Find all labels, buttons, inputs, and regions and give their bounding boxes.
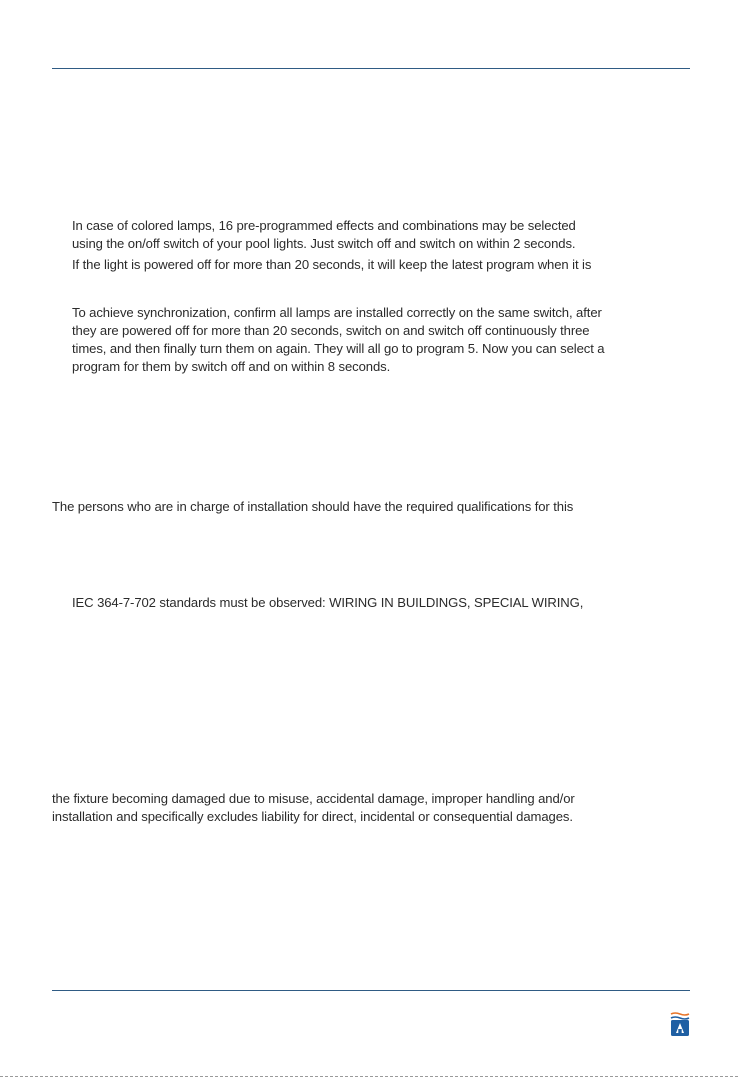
text-line: IEC 364-7-702 standards must be observed: WIRING IN BUILDINGS, SPECIAL WIRING, — [72, 595, 584, 610]
header-rule — [52, 68, 690, 69]
text-line: The persons who are in charge of installation should have the required qualifications for this — [52, 499, 574, 514]
page-edge — [0, 1076, 738, 1077]
text-line: To achieve synchronization, confirm all lamps are installed correctly on the same switch, after — [72, 305, 602, 320]
text-line: times, and then finally turn them on again. They will all go to program 5. Now you can select a — [72, 341, 605, 356]
text-line: installation and specifically excludes liability for direct, incidental or consequential damages. — [52, 809, 573, 824]
text-line: In case of colored lamps, 16 pre-programmed effects and combinations may be selected — [72, 218, 576, 233]
text-line: program for them by switch off and on within 8 seconds. — [72, 359, 391, 374]
text-line: using the on/off switch of your pool lights. Just switch off and switch on within 2 seconds. — [72, 236, 576, 251]
footer-rule — [52, 990, 690, 991]
text-line: If the light is powered off for more than 20 seconds, it will keep the latest program when it is — [72, 257, 592, 272]
text-line: the fixture becoming damaged due to misuse, accidental damage, improper handling and/or — [52, 791, 575, 806]
astralpool-logo-icon — [669, 1011, 691, 1037]
text-line: they are powered off for more than 20 seconds, switch on and switch off continuously three — [72, 323, 590, 338]
